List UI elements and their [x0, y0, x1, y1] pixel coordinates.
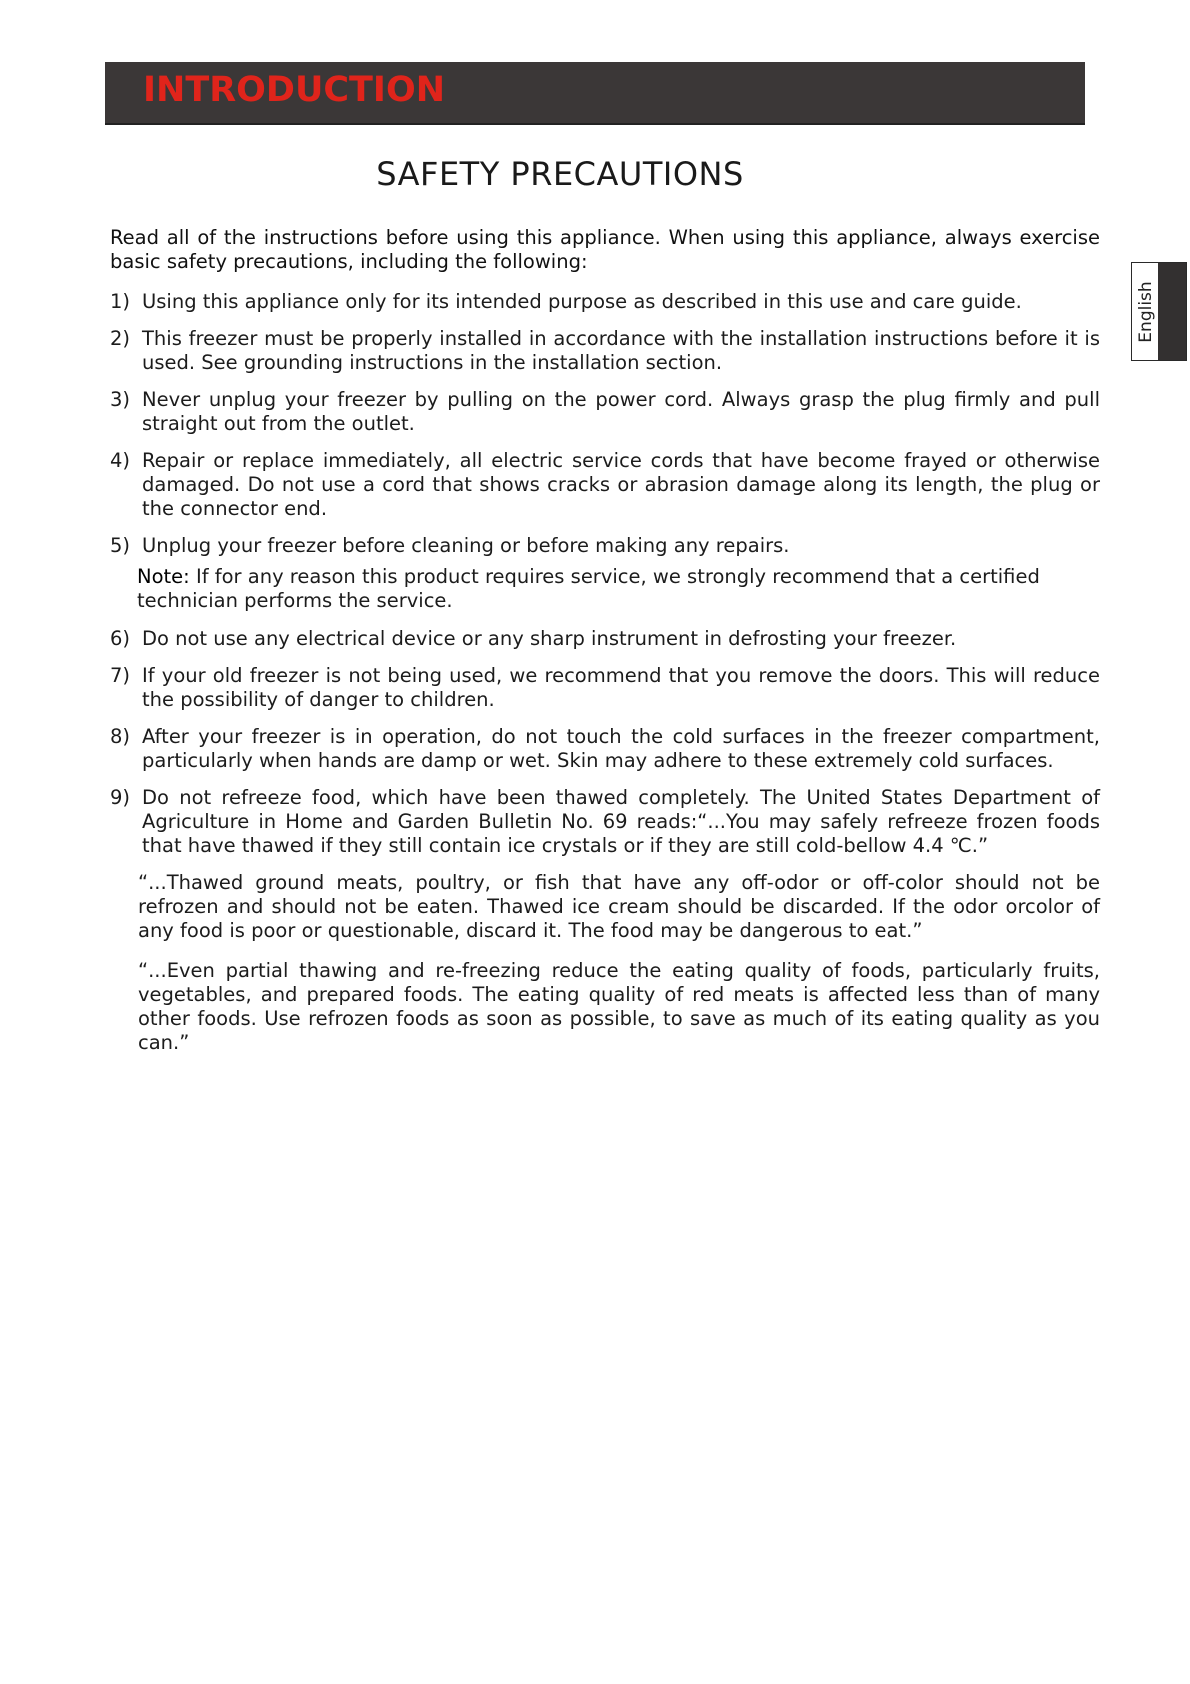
usda-quote: “...Even partial thawing and re-freezing reduce the eating quality of foods, particularly fruits, vegetables, and prepared foods. The eating quality of red meats is affected less than of many other foods. Use refrozen foods as soon as possible, to save as much of its eating quality as you can.”: [138, 959, 1100, 1054]
item-number: 6): [110, 627, 131, 650]
language-tab-marker: [1158, 263, 1186, 360]
list-item: [110, 664, 1100, 712]
intro-paragraph: Read all of the instructions before using this appliance. When using this appliance, always exercise basic safety precautions, including the following:: [110, 226, 1100, 273]
list-item: [110, 388, 1100, 436]
item-number: 8): [110, 725, 131, 748]
note-text: If for any reason this product requires service, we strongly recommend that a certified technician performs the service.: [137, 565, 1040, 612]
list-item: [110, 449, 1100, 521]
item-text: Do not refreeze food, which have been thawed completely. The United States Department of Agriculture in Home and Garden Bulletin No. 69 reads:“...You may safely refreeze frozen foods that have thawed if they still contain ice crystals or if they are still cold-bellow 4.4 ℃.”: [142, 786, 1100, 857]
section-title: INTRODUCTION: [143, 70, 445, 110]
item-number: 2): [110, 327, 131, 350]
section-header-band: [105, 62, 1085, 125]
item-number: 5): [110, 534, 131, 557]
list-item: [110, 327, 1100, 375]
list-item: [110, 786, 1100, 858]
language-tab: [1131, 262, 1187, 361]
item-text: If your old freezer is not being used, we recommend that you remove the doors. This will reduce the possibility of danger to children.: [142, 664, 1100, 711]
language-label: English: [1136, 280, 1156, 343]
item-number: 3): [110, 388, 131, 411]
list-item: [110, 627, 1100, 651]
item-text: Do not use any electrical device or any sharp instrument in defrosting your freezer.: [142, 627, 957, 650]
document-body: [110, 226, 1100, 1071]
item-text: After your freezer is in operation, do not touch the cold surfaces in the freezer compartment, particularly when hands are damp or wet. Skin may adhere to these extremely cold surfaces.: [142, 725, 1100, 772]
page-title: SAFETY PRECAUTIONS: [376, 155, 744, 193]
item-text: Never unplug your freezer by pulling on the power cord. Always grasp the plug firmly and pull straight out from the outlet.: [142, 388, 1100, 435]
list-item: [110, 725, 1100, 773]
item-text: Repair or replace immediately, all electric service cords that have become frayed or otherwise damaged. Do not use a cord that shows cracks or abrasion damage along its length, the plug or the connector end.: [142, 449, 1100, 520]
list-item: [110, 290, 1100, 314]
note-label: Note:: [137, 565, 190, 588]
item-text: Unplug your freezer before cleaning or before making any repairs.: [142, 534, 790, 557]
item-text: Using this appliance only for its intended purpose as described in this use and care guide.: [142, 290, 1022, 313]
item-text: This freezer must be properly installed in accordance with the installation instructions before it is used. See grounding instructions in the installation section.: [142, 327, 1100, 374]
item-number: 4): [110, 449, 131, 472]
item-number: 9): [110, 786, 131, 809]
usda-quote: “...Thawed ground meats, poultry, or fish that have any off-odor or off-color should not be refrozen and should not be eaten. Thawed ice cream should be discarded. If the odor orcolor of any food is poor or questionable, discard it. The food may be dangerous to eat.”: [138, 871, 1100, 942]
item-number: 1): [110, 290, 131, 313]
list-item: [110, 534, 1100, 558]
service-note: [137, 565, 1100, 613]
item-number: 7): [110, 664, 131, 687]
